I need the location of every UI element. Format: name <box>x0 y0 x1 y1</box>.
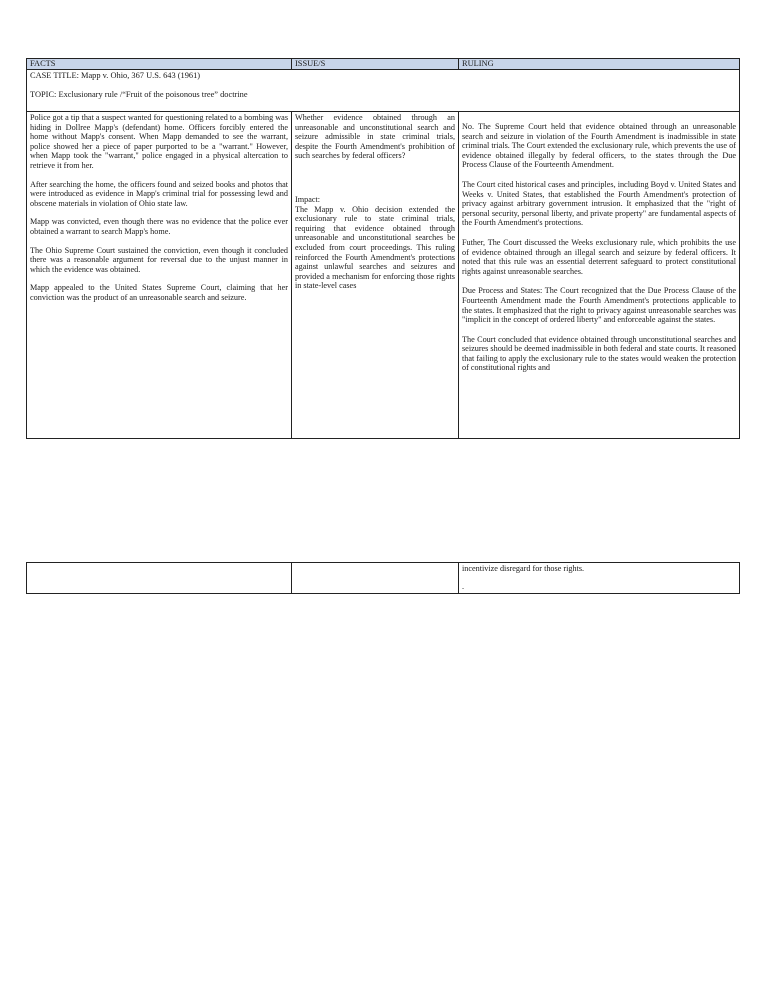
facts-paragraph: After searching the home, the officers found and seized books and photos that were introduced as evidence in Mapp's criminal trial for possessing lewd and obscene materials in violation of Ohio state law. <box>30 179 288 208</box>
continuation-text: incentivize disregard for those rights. <box>462 564 585 573</box>
continuation-row <box>27 563 740 595</box>
facts-paragraph: The Ohio Supreme Court sustained the conviction, even though it concluded there was a reasonable argument for reversal due to the unjust manner in which the evidence was obtained. <box>30 245 288 274</box>
continuation-bottom-border <box>26 593 739 594</box>
ruling-paragraph: Futher, The Court discussed the Weeks exclusionary rule, which prohibits the use of evidence obtained through an illegal search and seizure by federal officers. It noted that this rule was an essential deterrent safeguard to protect constitutional rights against unreasonable searches. <box>462 237 736 276</box>
ruling-paragraph: The Court cited historical cases and principles, including Boyd v. United States and Weeks v. United States, that established the Fourth Amendment's protection of privacy against arbitrary government intrusion. It emphasized that the "right of personal security, personal liberty, and private property" are fundamental aspects of the Fourth Amendment's protections. <box>462 179 736 228</box>
case-digest-table <box>26 58 740 439</box>
case-info-cell <box>27 70 740 112</box>
facts-paragraph: Mapp was convicted, even though there was no evidence that the police ever obtained a warrant to search Mapp's home. <box>30 217 288 236</box>
impact-text: The Mapp v. Ohio decision extended the exclusionary rule to state criminal trials, requiring that evidence obtained through unreasonable and unconstitutional searches be excluded from court proceedings. This ruling reinforced the Fourth Amendment's protections against unlawful searches and seizures and provided a mechanism for enforcing those rights in state-level cases <box>295 204 455 291</box>
facts-cell <box>27 112 292 439</box>
facts-paragraph: Mapp appealed to the United States Supreme Court, claiming that her conviction was the product of an unreasonable search and seizure. <box>30 283 288 302</box>
case-info-row <box>27 70 740 112</box>
continuation-mark: . <box>462 581 465 591</box>
table-header-row <box>27 59 740 70</box>
impact-label: Impact: <box>295 194 321 204</box>
facts-paragraph: Police got a tip that a suspect wanted for questioning related to a bombing was hiding in Dollree Mapp's (defendant) home. Officers forcibly entered the home without Mapp's consent. When Mapp demanded to see the warrant, police showed her a piece of paper purported to be a "warrant." However, when Mapp took the "warrant," police engaged in a physical altercation to retrieve it from her. <box>30 113 288 170</box>
ruling-paragraph: Due Process and States: The Court recognized that the Due Process Clause of the Fourteenth Amendment made the Fourth Amendment's protections applicable to the states. It emphasized that the right to privacy against unreasonable searches was "implicit in the concept of ordered liberty" and enforceable against the states. <box>462 286 736 325</box>
issue-text: Whether evidence obtained through an unreasonable and unconstitutional search and seizure admissible in state criminal trials, despite the Fourth Amendment's prohibition of such searches by federal officers? <box>295 113 455 161</box>
case-title: CASE TITLE: Mapp v. Ohio, 367 U.S. 643 (1961) <box>30 71 201 80</box>
ruling-paragraph: The Court concluded that evidence obtained through unconstitutional searches and seizures should be deemed inadmissible in both federal and state courts. It reasoned that failing to apply the exclusionary rule to the states would weaken the protection of constitutional rights and <box>462 334 736 373</box>
header-facts: FACTS <box>27 59 292 70</box>
case-topic: TOPIC: Exclusionary rule /“Fruit of the poisonous tree” doctrine <box>30 89 248 99</box>
continuation-table <box>26 562 740 594</box>
continuation-issue-cell <box>292 563 459 595</box>
table-body-row <box>27 112 740 439</box>
continuation-ruling-cell <box>459 563 740 595</box>
header-ruling: RULING <box>459 59 740 70</box>
ruling-cell <box>459 112 740 439</box>
header-issues: ISSUE/S <box>292 59 459 70</box>
issue-cell <box>292 112 459 439</box>
ruling-paragraph: No. The Supreme Court held that evidence obtained through an unreasonable search and seizure in violation of the Fourth Amendment is inadmissible in state criminal trials. The Court extended the exclusionary rule, which prevents the use of evidence obtained illegally by federal officers, to the states through the Due Process Clause of the Fourteenth Amendment. <box>462 122 736 170</box>
continuation-facts-cell <box>27 563 292 595</box>
